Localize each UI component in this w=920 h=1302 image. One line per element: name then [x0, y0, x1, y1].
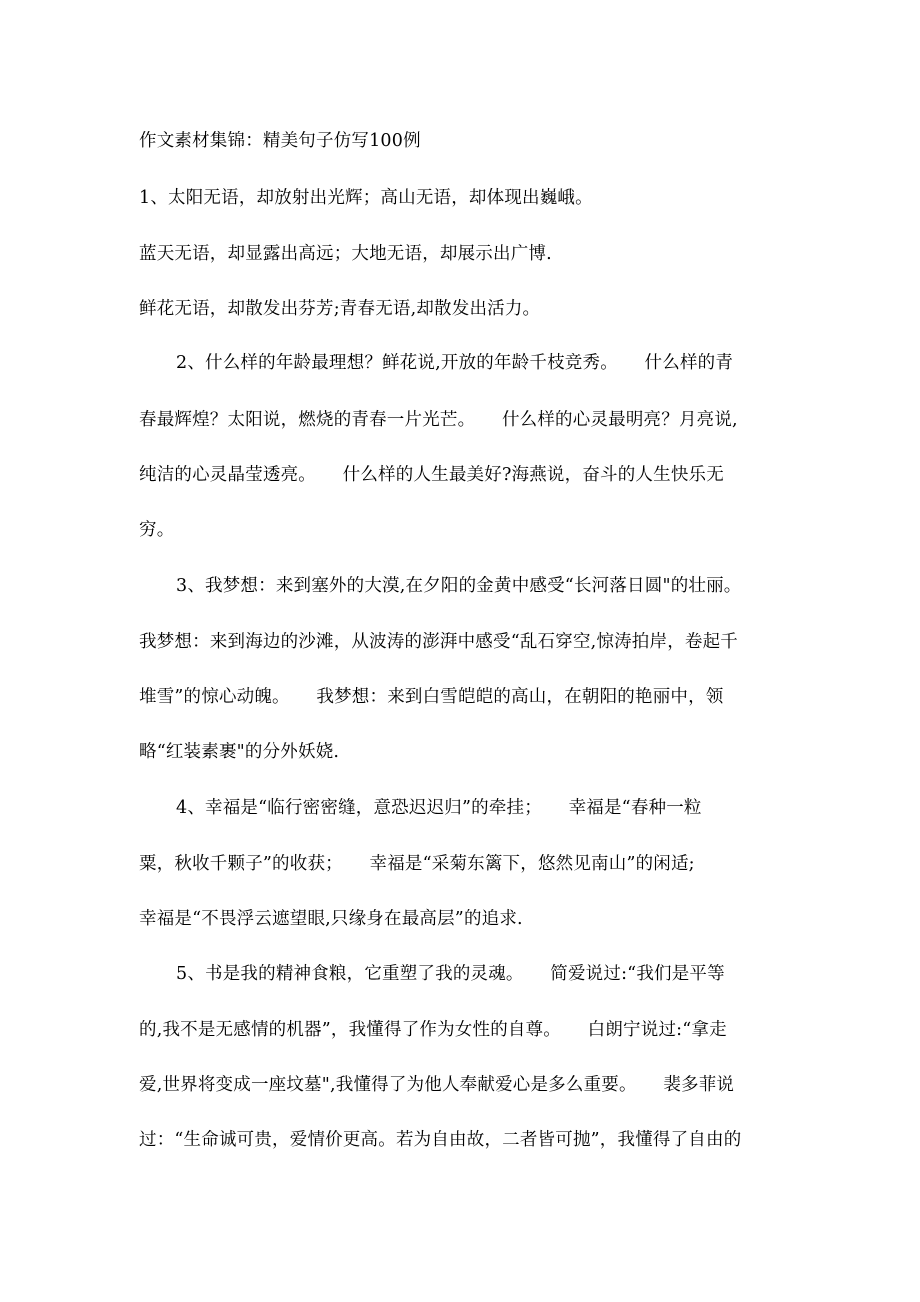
paragraph-line: 4、幸福是“临行密密缝，意恐迟迟归”的牵挂； 幸福是“春种一粒 — [176, 798, 702, 818]
paragraph-line: 的,我不是无感情的机器”，我懂得了作为女性的自尊。 白朗宁说过:“拿走 — [139, 1020, 727, 1040]
paragraph-line: 过：“生命诚可贵，爱情价更高。若为自由故，二者皆可抛”，我懂得了自由的 — [139, 1130, 742, 1150]
paragraph-line: 3、我梦想：来到塞外的大漠,在夕阳的金黄中感受“长河落日圆"的壮丽。 — [176, 576, 742, 596]
paragraph-line: 幸福是“不畏浮云遮望眼,只缘身在最高层”的追求. — [139, 909, 523, 929]
paragraph-line: 春最辉煌？太阳说，燃烧的青春一片光芒。 什么样的心灵最明亮？月亮说, — [139, 410, 738, 430]
paragraph-line: 鲜花无语，却散发出芬芳;青春无语,却散发出活力。 — [139, 299, 541, 319]
paragraph-line: 穷。 — [139, 520, 175, 540]
paragraph-line: 我梦想：来到海边的沙滩，从波涛的澎湃中感受“乱石穿空,惊涛拍岸，卷起千 — [139, 632, 739, 652]
paragraph-line: 2、什么样的年龄最理想？鲜花说,开放的年龄千枝竞秀。 什么样的青 — [176, 353, 734, 373]
paragraph-line: 5、书是我的精神食粮，它重塑了我的灵魂。 简爱说过:“我们是平等 — [176, 964, 725, 984]
document-title: 作文素材集锦：精美句子仿写100例 — [139, 131, 421, 151]
paragraph-line: 纯洁的心灵晶莹透亮。 什么样的人生最美好?海燕说，奋斗的人生快乐无 — [139, 465, 724, 485]
paragraph-line: 略“红装素裹"的分外妖娆. — [139, 742, 340, 762]
paragraph-line: 蓝天无语，却显露出高远；大地无语，却展示出广博. — [139, 244, 552, 264]
paragraph-line: 1、太阳无语，却放射出光辉；高山无语，却体现出巍峨。 — [139, 188, 593, 208]
paragraph-line: 爱,世界将变成一座坟墓",我懂得了为他人奉献爱心是多么重要。 裴多菲说 — [139, 1075, 735, 1095]
paragraph-line: 堆雪”的惊心动魄。 我梦想：来到白雪皑皑的高山，在朝阳的艳丽中，领 — [139, 687, 724, 707]
paragraph-line: 粟，秋收千颗子”的收获； 幸福是“采菊东篱下，悠然见南山”的闲适; — [139, 854, 695, 874]
